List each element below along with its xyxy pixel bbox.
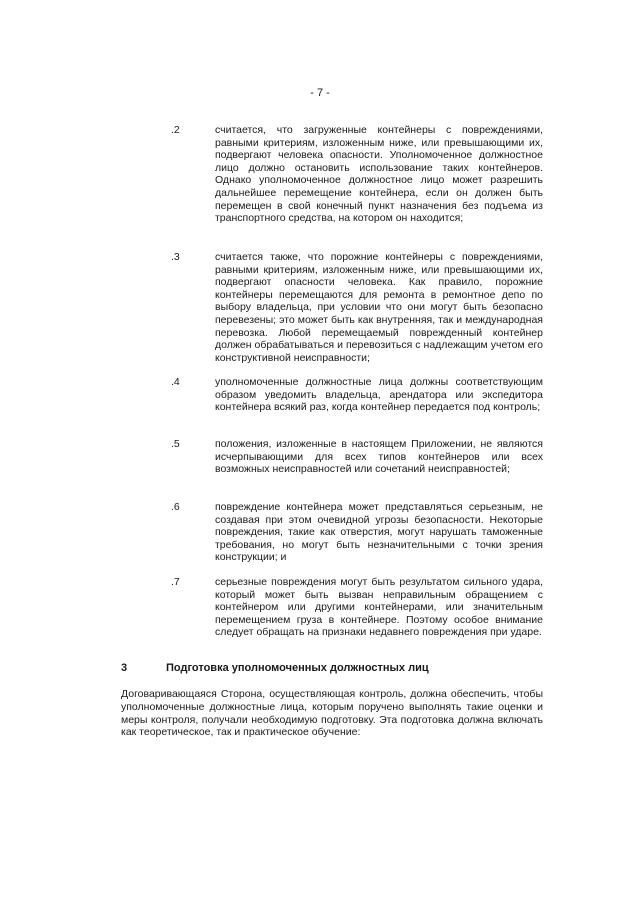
list-item-number: .6 bbox=[171, 501, 180, 513]
page-number: - 7 - bbox=[310, 87, 330, 99]
list-item-text: повреждение контейнера может представляться серьезным, не создавая при этом очевидной угрозы безопасности. Некоторые повреждения, такие как отверстия, могут нарушать таможенные требования, но могут быть незначительными с точки зрения конструкции; и bbox=[215, 501, 543, 564]
list-item-number: .2 bbox=[171, 124, 180, 136]
list-item-number: .4 bbox=[171, 376, 180, 388]
section-title: Подготовка уполномоченных должностных лиц bbox=[166, 662, 429, 674]
section-paragraph: Договаривающаяся Сторона, осуществляющая контроль, должна обеспечить, чтобы уполномоченные должностные лица, которым поручено выполнять такие оценки и меры контроля, получали необходимую подготовку. Эта подготовка должна включать как теоретическое, так и практическое обучение: bbox=[121, 688, 543, 739]
list-item-text: считается, что загруженные контейнеры с повреждениями, равными критериям, изложенным ниже, или превышающими их, подвергают человека опасности. Уполномоченное должностное лицо должно остановить использование таких контейнеров. Однако уполномоченное должностное лицо может разрешить дальнейшее перемещение контейнера, если он должен быть перемещен в свой конечный пункт назначения без подъема из транспортного средства, на котором он находится; bbox=[215, 124, 543, 225]
list-item-text: положения, изложенные в настоящем Приложении, не являются исчерпывающими для всех типов контейнеров или всех возможных неисправностей или сочетаний неисправностей; bbox=[215, 438, 543, 476]
list-item-number: .3 bbox=[171, 251, 180, 263]
list-item-text: уполномоченные должностные лица должны соответствующим образом уведомить владельца, арендатора или экспедитора контейнера всякий раз, когда контейнер передается под контроль; bbox=[215, 376, 543, 414]
list-item-text: считается также, что порожние контейнеры с повреждениями, равными критериям, изложенным ниже, или превышающими их, подвергают опасности человека. Как правило, порожние контейнеры перемещаются для ремонта в ремонтное депо по выбору владельца, при условии что они могут быть безопасно перевезены; это может быть как внутренняя, так и международная перевозка. Любой перемещаемый поврежденный контейнер должен обрабатываться и перевозиться с надлежащим учетом его конструктивной неисправности; bbox=[215, 251, 543, 364]
section-number: 3 bbox=[121, 662, 128, 674]
list-item-number: .5 bbox=[171, 438, 180, 450]
list-item-number: .7 bbox=[171, 576, 180, 588]
list-item-text: серьезные повреждения могут быть результатом сильного удара, который может быть вызван неправильным обращением с контейнером или другими контейнерами, или значительным перемещением груза в контейнере. Поэтому особое внимание следует обращать на признаки недавнего повреждения при ударе. bbox=[215, 576, 543, 639]
